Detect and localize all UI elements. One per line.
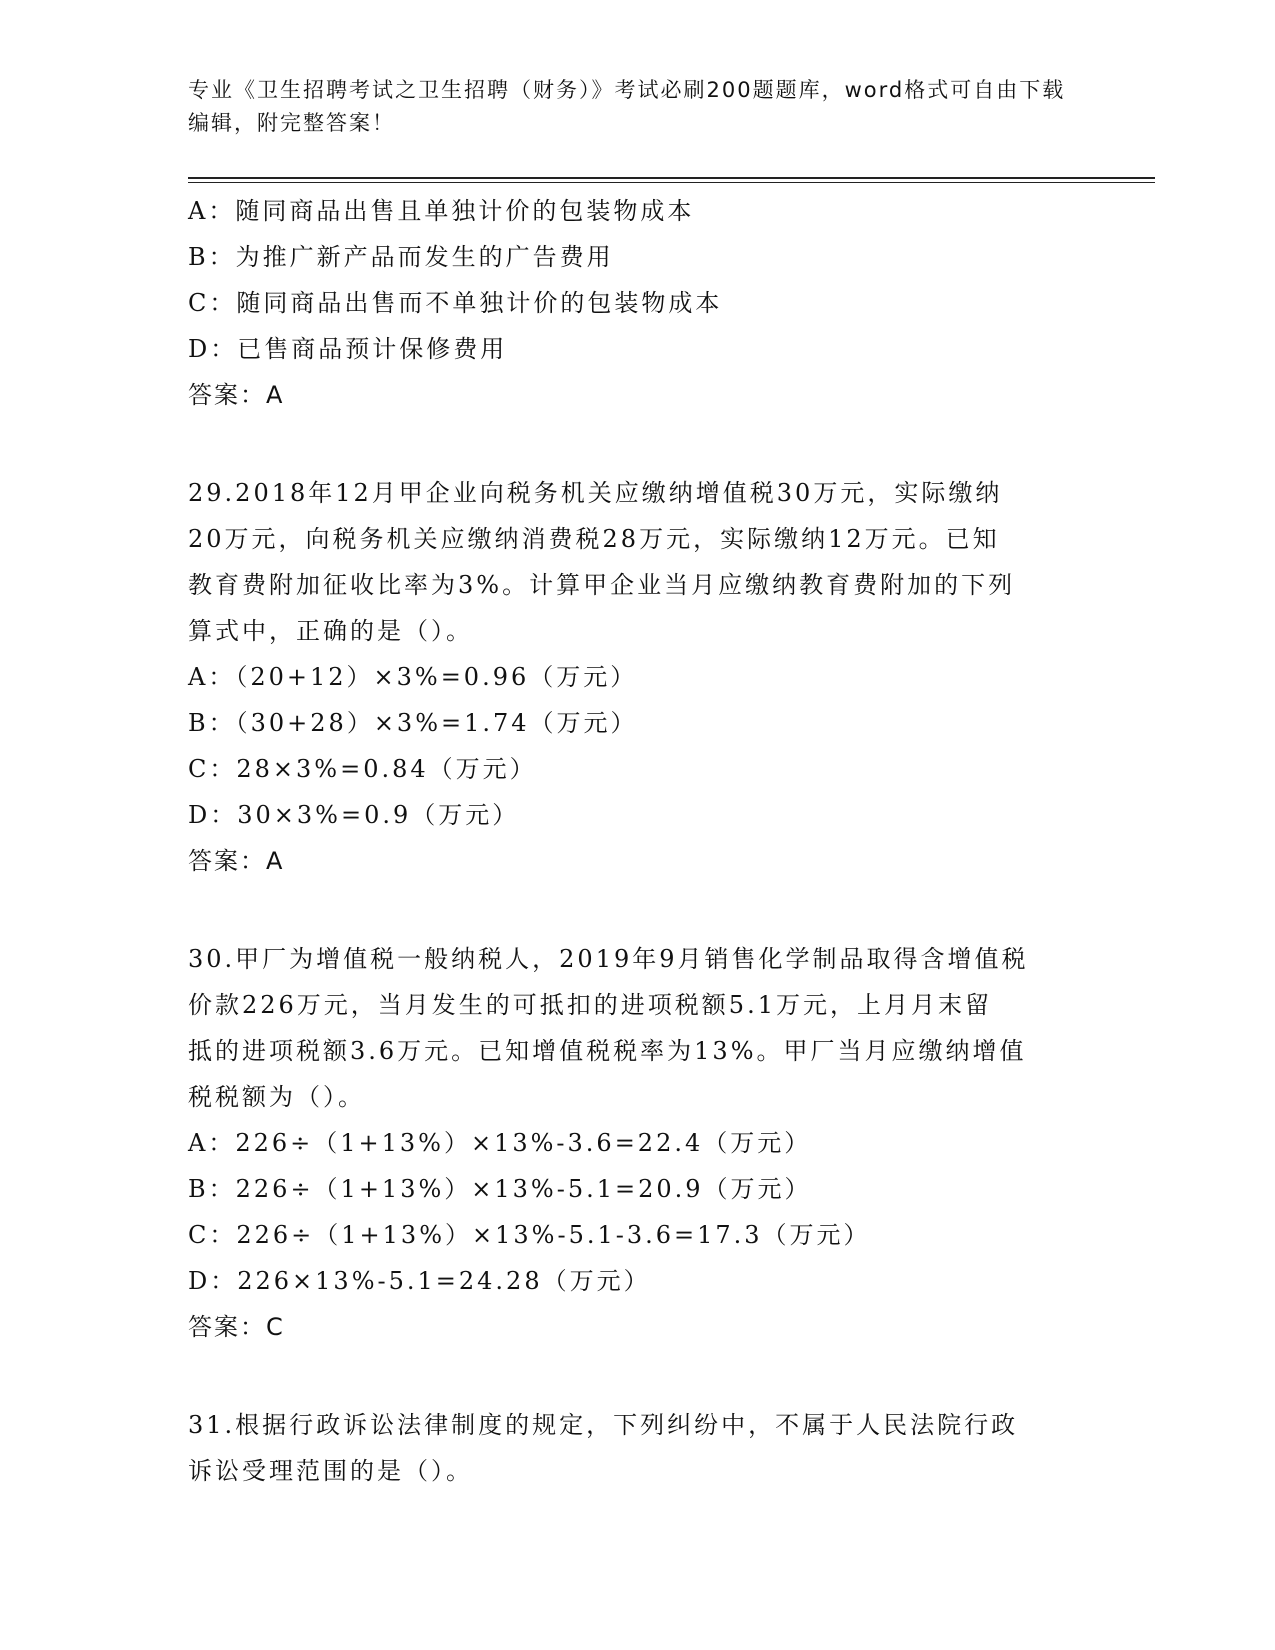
question-29 [188, 470, 1088, 884]
option-d: D：226×13%-5.1=24.28（万元） [188, 1267, 651, 1295]
header-divider-thin [188, 182, 1155, 183]
question-line: 税税额为（）。 [188, 1083, 365, 1111]
question-line: 29.2018年12月甲企业向税务机关应缴纳增值税30万元，实际缴纳 [188, 479, 1003, 507]
question-30 [188, 936, 1088, 1350]
option-a: A：（20+12）×3%=0.96（万元） [188, 663, 638, 691]
question-line: 抵的进项税额3.6万元。已知增值税税率为13%。甲厂当月应缴纳增值 [188, 1037, 1027, 1065]
option-c: C：随同商品出售而不单独计价的包装物成本 [188, 289, 723, 317]
question-text [188, 1402, 1068, 1494]
option-d: D：已售商品预计保修费用 [188, 335, 508, 363]
question-line: 价款226万元，当月发生的可抵扣的进项税额5.1万元，上月月末留 [188, 991, 992, 1019]
document-body [188, 188, 1088, 1494]
question-text [188, 936, 1068, 1120]
option-c: C：226÷（1+13%）×13%-5.1-3.6=17.3（万元） [188, 1221, 871, 1249]
option-a: A：随同商品出售且单独计价的包装物成本 [188, 197, 695, 225]
question-line: 诉讼受理范围的是（）。 [188, 1457, 473, 1485]
question-line: 31.根据行政诉讼法律制度的规定，下列纠纷中，不属于人民法院行政 [188, 1411, 1019, 1439]
answer: 答案：A [188, 381, 285, 409]
answer: 答案：C [188, 1313, 285, 1341]
document-header: 专业《卫生招聘考试之卫生招聘（财务）》考试必刷200题题库，word格式可自由下载编辑，附完整答案！ [188, 78, 1066, 135]
question-line: 30.甲厂为增值税一般纳税人，2019年9月销售化学制品取得含增值税 [188, 945, 1029, 973]
option-b: B：（30+28）×3%=1.74（万元） [188, 709, 638, 737]
question-line: 20万元，向税务机关应缴纳消费税28万元，实际缴纳12万元。已知 [188, 525, 1000, 553]
question-line: 教育费附加征收比率为3%。计算甲企业当月应缴纳教育费附加的下列 [188, 571, 1016, 599]
question-text [188, 470, 1068, 654]
option-b: B：226÷（1+13%）×13%-5.1=20.9（万元） [188, 1175, 812, 1203]
question-line: 算式中，正确的是（）。 [188, 617, 473, 645]
header-divider [188, 177, 1155, 179]
option-a: A：226÷（1+13%）×13%-3.6=22.4（万元） [188, 1129, 812, 1157]
question-31 [188, 1402, 1088, 1494]
question-28-options [188, 188, 1088, 418]
option-d: D：30×3%=0.9（万元） [188, 801, 520, 829]
option-b: B：为推广新产品而发生的广告费用 [188, 243, 614, 271]
option-c: C：28×3%=0.84（万元） [188, 755, 537, 783]
answer: 答案：A [188, 847, 285, 875]
